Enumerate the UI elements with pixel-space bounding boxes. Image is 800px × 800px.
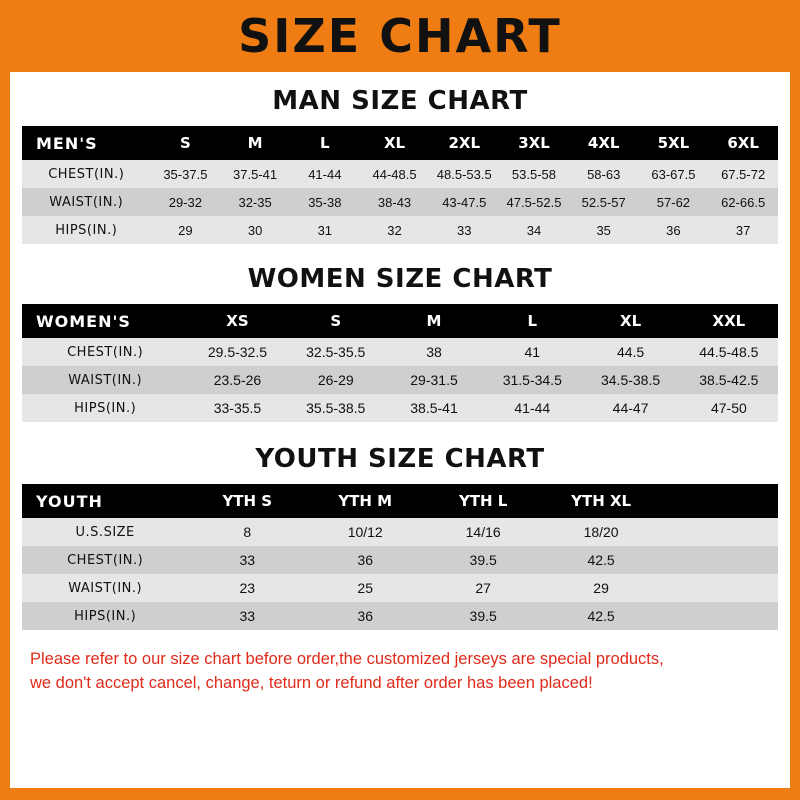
row-label: WAIST(IN.) bbox=[49, 194, 124, 210]
table-cell: 38.5-42.5 bbox=[699, 372, 759, 388]
table-cell: 31 bbox=[317, 222, 333, 238]
table-cell: 29-32 bbox=[168, 194, 202, 210]
row-label: HIPS(IN.) bbox=[74, 400, 137, 416]
section-women bbox=[22, 264, 778, 422]
table-man-body bbox=[22, 160, 778, 244]
table-cell: 32.5-35.5 bbox=[306, 344, 366, 360]
table-cell: 67.5-72 bbox=[721, 166, 766, 182]
table-cell: 35 bbox=[596, 222, 611, 238]
table-cell: 38-43 bbox=[377, 194, 412, 210]
table-women-size bbox=[22, 304, 778, 422]
table-header-cell: 5XL bbox=[657, 134, 690, 152]
row-label: CHEST(IN.) bbox=[67, 552, 144, 568]
row-label: HIPS(IN.) bbox=[55, 222, 118, 238]
table-header-cell: S bbox=[179, 134, 191, 152]
table-cell: 37 bbox=[735, 222, 751, 238]
table-header-cell: YTH S bbox=[222, 492, 273, 510]
table-cell: 47-50 bbox=[710, 400, 747, 416]
table-cell: 14/16 bbox=[465, 524, 501, 540]
table-header-cell: XXL bbox=[712, 312, 746, 330]
table-cell: 33 bbox=[457, 222, 472, 238]
table-cell: 44-47 bbox=[612, 400, 649, 416]
table-cell-spacer bbox=[660, 574, 778, 602]
table-header-row bbox=[22, 126, 778, 160]
table-cell: 33 bbox=[239, 608, 256, 624]
table-header-cell: XS bbox=[226, 312, 249, 330]
table-cell: 39.5 bbox=[469, 552, 497, 568]
table-cell: 34 bbox=[526, 222, 542, 238]
table-header-cell: M bbox=[247, 134, 263, 152]
table-cell: 37.5-41 bbox=[233, 166, 278, 182]
table-cell: 62-66.5 bbox=[721, 194, 766, 210]
table-cell: 44.5 bbox=[616, 344, 645, 360]
table-header-spacer bbox=[660, 484, 778, 518]
table-cell: 44.5-48.5 bbox=[699, 344, 759, 360]
table-cell: 53.5-58 bbox=[511, 166, 557, 182]
top-banner bbox=[0, 0, 800, 72]
table-header-cell: 3XL bbox=[518, 134, 550, 152]
table-row bbox=[22, 160, 778, 188]
table-cell: 35-38 bbox=[308, 194, 342, 210]
table-row bbox=[22, 602, 778, 630]
table-cell: 48.5-53.5 bbox=[436, 166, 492, 182]
content-area bbox=[10, 86, 790, 696]
table-cell: 58-63 bbox=[587, 166, 621, 182]
table-cell: 52.5-57 bbox=[581, 194, 626, 210]
section-title-youth: YOUTH SIZE CHART bbox=[255, 444, 545, 474]
table-row bbox=[22, 188, 778, 216]
table-cell: 29-31.5 bbox=[410, 372, 458, 388]
table-cell: 33-35.5 bbox=[213, 400, 262, 416]
table-cell: 29 bbox=[178, 222, 193, 238]
table-cell: 41 bbox=[524, 344, 541, 360]
table-header-cell: YTH XL bbox=[571, 492, 632, 510]
table-cell: 36 bbox=[357, 608, 373, 624]
table-cell: 30 bbox=[247, 222, 263, 238]
table-man-size bbox=[22, 126, 778, 244]
table-man-head bbox=[22, 126, 778, 160]
row-label: WAIST(IN.) bbox=[68, 580, 143, 596]
table-cell: 26-29 bbox=[317, 372, 354, 388]
row-label: WAIST(IN.) bbox=[68, 372, 143, 388]
bottom-accent-strip bbox=[10, 788, 790, 800]
table-header-cell: L bbox=[320, 134, 330, 152]
row-label: U.S.SIZE bbox=[75, 524, 135, 540]
footer-note-line-1: Please refer to our size chart before order,the customized jerseys are special products, bbox=[30, 650, 664, 668]
table-header-cell: XL bbox=[383, 134, 406, 152]
table-cell: 8 bbox=[243, 524, 252, 540]
table-cell: 35-37.5 bbox=[163, 166, 208, 182]
table-header-cell: L bbox=[527, 312, 538, 330]
table-cell: 42.5 bbox=[587, 552, 615, 568]
table-row bbox=[22, 366, 778, 394]
footer-note bbox=[30, 648, 770, 696]
table-cell: 31.5-34.5 bbox=[502, 372, 562, 388]
table-cell: 29 bbox=[593, 580, 609, 596]
page-title: SIZE CHART bbox=[238, 9, 562, 63]
table-row bbox=[22, 546, 778, 574]
table-row bbox=[22, 338, 778, 366]
table-cell: 36 bbox=[666, 222, 681, 238]
footer-note-line-2: we don't accept cancel, change, teturn or refund after order has been placed! bbox=[30, 673, 593, 692]
table-cell: 29.5-32.5 bbox=[207, 344, 268, 360]
table-cell: 32-35 bbox=[238, 194, 272, 210]
section-title-women: WOMEN SIZE CHART bbox=[247, 264, 553, 294]
table-header-cell: 4XL bbox=[587, 134, 620, 152]
table-cell-spacer bbox=[660, 602, 778, 630]
table-header-cell: XL bbox=[620, 312, 642, 330]
table-header-cell: 6XL bbox=[727, 134, 759, 152]
table-youth-head bbox=[22, 484, 778, 518]
table-row bbox=[22, 518, 778, 546]
table-header-cell: M bbox=[426, 312, 442, 330]
table-cell: 10/12 bbox=[347, 524, 383, 540]
table-women-head bbox=[22, 304, 778, 338]
table-cell: 36 bbox=[357, 552, 373, 568]
table-cell: 41-44 bbox=[514, 400, 551, 416]
table-cell: 57-62 bbox=[656, 194, 691, 210]
table-header-cell: 2XL bbox=[448, 134, 481, 152]
table-header-row bbox=[22, 304, 778, 338]
row-label: HIPS(IN.) bbox=[74, 608, 137, 624]
table-cell: 32 bbox=[387, 222, 402, 238]
section-man bbox=[22, 86, 778, 244]
table-cell: 18/20 bbox=[583, 524, 619, 540]
table-header-cell: MEN'S bbox=[36, 133, 98, 153]
table-row bbox=[22, 574, 778, 602]
table-cell: 47.5-52.5 bbox=[506, 194, 562, 210]
table-cell: 38 bbox=[426, 344, 442, 360]
table-cell-spacer bbox=[660, 546, 778, 574]
table-cell: 27 bbox=[475, 580, 491, 596]
table-row bbox=[22, 216, 778, 244]
table-cell-spacer bbox=[660, 518, 778, 546]
table-header-cell: YTH M bbox=[338, 492, 393, 510]
table-cell: 44-48.5 bbox=[372, 166, 417, 182]
table-cell: 25 bbox=[357, 580, 373, 596]
table-cell: 23 bbox=[239, 580, 256, 596]
row-label: CHEST(IN.) bbox=[48, 166, 125, 182]
table-row bbox=[22, 394, 778, 422]
table-header-row bbox=[22, 484, 778, 518]
table-cell: 63-67.5 bbox=[651, 166, 696, 182]
table-cell: 43-47.5 bbox=[442, 194, 487, 210]
table-header-cell: S bbox=[330, 312, 342, 330]
table-header-cell: WOMEN'S bbox=[36, 311, 131, 331]
table-cell: 39.5 bbox=[469, 608, 497, 624]
row-label: CHEST(IN.) bbox=[67, 344, 144, 360]
section-title-man: MAN SIZE CHART bbox=[272, 86, 528, 116]
table-cell: 34.5-38.5 bbox=[600, 372, 661, 388]
table-women-body bbox=[22, 338, 778, 422]
table-cell: 33 bbox=[239, 552, 256, 568]
table-youth-body bbox=[22, 518, 778, 630]
table-youth-size bbox=[22, 484, 778, 630]
table-cell: 41-44 bbox=[308, 166, 342, 182]
table-cell: 42.5 bbox=[587, 608, 615, 624]
table-cell: 23.5-26 bbox=[213, 372, 262, 388]
table-header-cell: YTH L bbox=[458, 492, 508, 510]
section-youth bbox=[22, 444, 778, 630]
table-header-cell: YOUTH bbox=[36, 491, 103, 511]
table-cell: 35.5-38.5 bbox=[306, 400, 366, 416]
table-cell: 38.5-41 bbox=[410, 400, 458, 416]
